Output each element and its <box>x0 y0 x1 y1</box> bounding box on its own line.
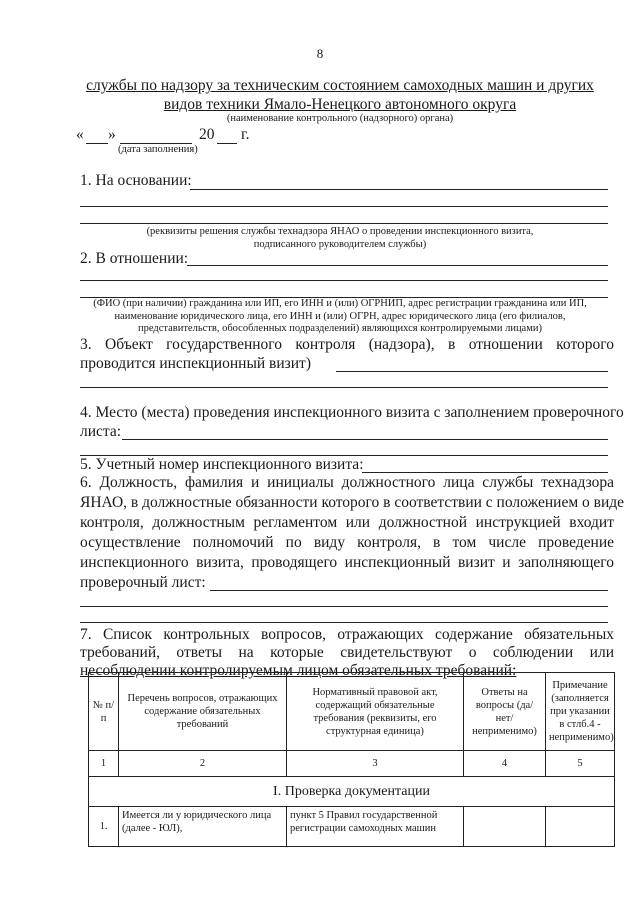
section1-field-line3[interactable] <box>80 223 608 224</box>
row-legal-act: пункт 5 Правил государственной регистрации самоходных машин <box>287 807 464 847</box>
section1-caption-line1: (реквизиты решения службы технадзора ЯНАО о проведении инспекционного визита, <box>146 226 534 237</box>
page-number: 8 <box>316 46 324 61</box>
section2-caption-line1: (ФИО (при наличии) гражданина или ИП, его ИНН и (или) ОГРНИП, адрес регистрации гражданина или ИП, <box>93 298 587 309</box>
section2-label: 2. В отношении: <box>80 250 189 267</box>
section4-field-line1[interactable] <box>122 439 608 440</box>
section3-line2: проводится инспекционный визит) <box>80 355 311 372</box>
header-questions: Перечень вопросов, отражающих содержание обязательных требований <box>119 673 287 751</box>
column-number: 2 <box>119 751 287 777</box>
section6-line3: контроля, должностным регламентом или должностной инструкцией входит <box>80 514 614 531</box>
date-year-field[interactable] <box>217 143 237 144</box>
table-row <box>89 807 615 847</box>
section5-label: 5. Учетный номер инспекционного визита: <box>80 456 364 473</box>
section7-line3: несоблюдении контролируемым лицом обязательных требований: <box>80 662 517 679</box>
column-number: 1 <box>89 751 119 777</box>
section6-line5: инспекционного визита, проводящего инспекционный визит и заполняющего <box>80 554 614 571</box>
checklist-table <box>88 672 615 847</box>
table-section-row <box>89 777 615 807</box>
header-legal-act: Нормативный правовой акт, содержащий обязательные требования (реквизиты, его структурная единица) <box>287 673 464 751</box>
section6-line4: осуществление полномочий по виду контроля, в том числе проведение <box>80 534 614 551</box>
column-number: 3 <box>287 751 464 777</box>
section3-field-line1[interactable] <box>336 371 608 372</box>
section2-caption-line3: представительств, обособленных подразделений) являющихся контролируемыми лицами) <box>138 323 542 334</box>
section6-field-line1[interactable] <box>210 590 608 591</box>
section6-line1: 6. Должность, фамилия и инициалы должностного лица службы технадзора <box>80 474 614 491</box>
section7-line2: требований, ответы на которые свидетельствуют о соблюдении или <box>80 644 614 661</box>
section1-field-line1[interactable] <box>190 189 608 190</box>
date-caption: (дата заполнения) <box>118 144 198 155</box>
table-section-title: I. Проверка документации <box>89 777 615 807</box>
section4-line2: листа: <box>80 423 122 440</box>
section7-line1: 7. Список контрольных вопросов, отражающих содержание обязательных <box>80 626 614 643</box>
section3-field-line2[interactable] <box>80 387 608 388</box>
header-note: Примечание (заполняется при указании в стлб.4 - неприменимо) <box>546 673 615 751</box>
organ-name-line-2: видов техники Ямало-Ненецкого автономного округа <box>163 96 517 113</box>
table-column-numbers-row <box>89 751 615 777</box>
section6-line6: проверочный лист: <box>80 574 206 591</box>
table-header-row <box>89 673 615 751</box>
row-question: Имеется ли у юридического лица (далее - ЮЛ), <box>119 807 287 847</box>
section4-line1: 4. Место (места) проведения инспекционного визита с заполнением проверочного <box>80 404 624 421</box>
section2-field-line1[interactable] <box>187 265 608 266</box>
date-day-field[interactable] <box>86 143 108 144</box>
section1-label: 1. На основании: <box>80 172 192 189</box>
header-num: № п/п <box>89 673 119 751</box>
section2-field-line2[interactable] <box>80 280 608 281</box>
section6-field-line2[interactable] <box>80 606 608 607</box>
date-close-quote: » <box>108 126 116 143</box>
organ-name-line-1: службы по надзору за техническим состоянием самоходных машин и других <box>86 77 594 94</box>
row-answer-cell[interactable] <box>464 807 546 847</box>
row-num: 1. <box>89 807 119 847</box>
organ-name-caption: (наименование контрольного (надзорного) органа) <box>226 113 454 124</box>
row-note-cell[interactable] <box>546 807 615 847</box>
section6-line2: ЯНАО, в должностные обязанности которого в соответствии с положением о виде <box>80 494 625 511</box>
date-open-quote: « <box>76 126 84 143</box>
header-answers: Ответы на вопросы (да/нет/ неприменимо) <box>464 673 546 751</box>
date-year-suffix: г. <box>241 126 250 143</box>
column-number: 5 <box>546 751 615 777</box>
section2-caption-line2: наименование юридического лица, его ИНН и (или) ОГРН, адрес юридического лица (его филиалов, <box>114 311 566 322</box>
section1-caption-line2: подписанного руководителем службы) <box>253 239 427 250</box>
section3-line1: 3. Объект государственного контроля (надзора), в отношении которого <box>80 336 614 353</box>
section1-field-line2[interactable] <box>80 206 608 207</box>
section6-field-line3[interactable] <box>80 622 608 623</box>
date-year-prefix: 20 <box>199 126 215 143</box>
section5-field[interactable] <box>362 472 608 473</box>
column-number: 4 <box>464 751 546 777</box>
